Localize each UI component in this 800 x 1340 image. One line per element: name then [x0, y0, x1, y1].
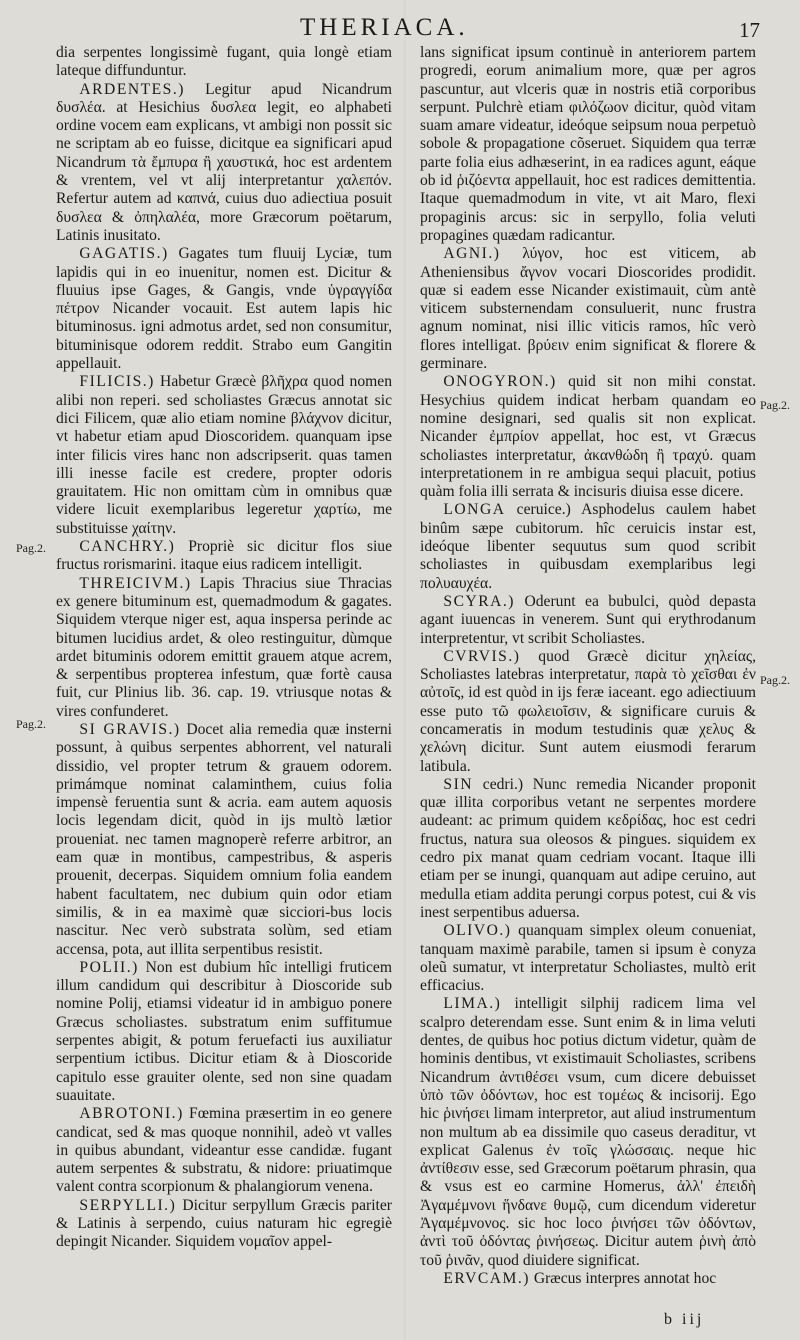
lemma: SCYRA.): [443, 592, 515, 610]
lemma: AGNI.): [443, 245, 501, 263]
paragraph-continuation: dia serpentes longissimè fugant, quia longè etiam lateque diffunduntur.: [56, 44, 392, 80]
lemma: GAGATIS.): [79, 245, 169, 263]
lemma: OLIVO.): [443, 922, 512, 940]
running-title: THERIACA.: [300, 14, 469, 41]
entry-agni: AGNI.) λύγον, hoc est viticem, ab Atheniensibus ἄγνον vocari Dioscorides prodidit. quæ si eadem esse Nicander existimauit, cùm antè viticem substernendam consuluerit, nunc frustra agnum nominat, nisi illic viticis ramos, hîc verò flores intelligat. βρύειν enim significat & florere & germinare.: [420, 245, 756, 373]
lemma: ARDENTES.): [79, 80, 185, 98]
entry-longa: LONGA ceruice.) Asphodelus caulem habet binûm sæpe cubitorum. hîc ceruicis instar est, ideóque libenter sequutus sum quod scribit scholiastes in quibusdam exemplaribus legi πολυαυχέα.: [420, 501, 756, 592]
margin-note-si-gravis: Pag.2.: [16, 717, 46, 731]
margin-note-canchry: Pag.2.: [16, 541, 46, 555]
lemma: CVRVIS.): [443, 647, 521, 665]
paragraph-continuation: lans significat ipsum continuè in anteriorem partem progredi, eorum animalium more, quæ per agros pascuntur, aut vlceris quæ in nostris etiã corporibus serpunt. Pulchrè etiam φιλόζωον dicitur, quòd vitam suam amare videatur, ideóque seipsum noua perpetuò sobole & propagatione cõseruet. Siquidem qua terræ parte folia eius adhæserint, in ea radices agunt, eáque ob id ῥιζόεντα appellauit, hoc est radices demittentia. Itaque quemadmodum in vite, vt ait Maro, flexi propaginis arcus: sic in serpyllo, folia veluti propagines quædam radicantur.: [420, 44, 756, 244]
left-column: [56, 44, 392, 1252]
entry-serpylli: SERPYLLI.) Dicitur serpyllum Græcis pariter & Latinis à serpendo, cuius naturam hic egregiè depingit Nicander. Siquidem νομαῖον appel-: [56, 1196, 392, 1251]
entry-sin-cedri: SIN cedri.) Nunc remedia Nicander proponit quæ illita corporibus vetant ne serpentes mordere audeant: ac primum quidem κεδρίδας, hoc est cedri fructus, natura sua oleosos & pingues. siquidem ex cedro pix manat quam cedriam vocant. Itaque illi etiam per se inungi, quanquam aut adipe ceruino, aut medulla etiam addita perungi corpus potest, cui & vis inest serpentibus aduersa.: [420, 775, 756, 921]
entry-threicium: THREICIVM.) Lapis Thracius siue Thracias ex genere bituminum est, quemadmodum & gagates. Siquidem vterque niger est, aqua inspersa perinde ac bitumen lucidius ardet, & oleo restinguitur, dùmque ardet bituminis odorem emittit grauem atque acrem, & serpentibus propterea infestum, quæ fortè causa fuit, cur Plinius lib. 36. cap. 19. vtriusque notas & vires confunderet.: [56, 574, 392, 720]
lemma: ERVCAM.): [443, 1269, 530, 1287]
right-column: [420, 44, 756, 1288]
lemma: CANCHRY.): [79, 538, 176, 556]
lemma: LIMA.): [443, 995, 502, 1013]
entry-abrotoni: ABROTONI.) Fœmina præsertim in eo genere candicat, sed & mas quoque nonnihil, adeò vt valles in quibus abundant, videantur esse candidæ. fugant autem serpentes & substratu, & nidore: priuatimque valent contra scorpionum & phalangiorum venena.: [56, 1105, 392, 1196]
signature-mark: b iij: [664, 1311, 705, 1328]
lemma: ONOGYRON.): [443, 373, 557, 391]
entry-gagatis: GAGATIS.) Gagates tum fluuij Lyciæ, tum lapidis qui in eo inuenitur, nomen est. Dicitur & fluuius ipse Gages, & Gangis, vnde ὑγραγγίδα πέτρον Nicander vocauit. Est autem lapis hic bituminosus. igni admotus ardet, sed non consumitur, bituminisque odorem reddit. Strabo eum Gangitin appellauit.: [56, 245, 392, 373]
lemma: SI GRAVIS.): [79, 720, 181, 738]
lemma: SERPYLLI.): [79, 1196, 177, 1214]
page-header: [0, 0, 800, 48]
lemma: POLII.): [79, 958, 139, 976]
entry-filicis: FILICIS.) Habetur Græcè βλῆχρα quod nomen alibi non reperi. sed scholiastes Græcus annotat sic dici Filicem, quæ alio etiam nomine βλάχνον dicitur, vt habetur etiam apud Dioscoridem. quanquam ipse inter filicis vires hanc non adscripserit. quas tamen illi inesse facile est credere, propter odoris grauitatem. Hic non omittam cùm in omnibus quæ videre licuit exemplaribus legeretur χαρτίω, me substituisse χαίτην.: [56, 373, 392, 537]
page-gutter: [404, 0, 408, 1340]
entry-onogyron: ONOGYRON.) quid sit non mihi constat. Hesychius quidem indicat herbam quandam eo nomine designari, sed qualis sit non explicat. Nicander ἐμπρίον appellat, hoc est, vt Græcus scholiastes interpretatur, ἀκανθώδη ἢ τραχύ. quam interpretationem in re ambigua sequi placuit, potius quàm folia illi serrata & incisuris diuisa esse dicere.: [420, 373, 756, 501]
entry-erucam: ERVCAM.) Græcus interpres annotat hoc: [443, 1269, 717, 1287]
lemma: LONGA: [443, 501, 506, 519]
entry-lima: LIMA.) intelligit silphij radicem lima vel scalpro deterendam esse. Sunt enim & in lima veluti dentes, de quibus hoc potius dictum videtur, quàm de hominis dentibus, vt existimauit Scholiastes, scribens Nicandrum ἀντιθέσει vsum, cum dicere debuisset ὑπὸ τῶν ὀδόντων, hoc est τομέως & incisorij. Ego hic ῥινήσει limam interpretor, aut aliud instrumentum non multum ab ea dissimile quo caseus deraditur, vt explicat Galenus ἐν τοῖς γλώσσαις. neque hic ἀντίθεσιν esse, sed Græcorum poëtarum phrasin, qua & vsus est eo carmine Homerus, ἀλλ' ἐπειδὴ Ἀγαμέμνονι ἥνδανε θυμῷ, cum dicendum videretur Ἀγαμέμνονος. sic hoc loco ῥινήσει τῶν ὀδόντων, ἀντὶ τοῦ ὀδόντας ῥινήσεως. Dicitur autem ῥινὴ ἀπὸ τοῦ ῥινᾶν, quod diuidere significat.: [420, 995, 756, 1269]
entry-ardentes: ARDENTES.) Legitur apud Nicandrum δυσλέα. at Hesichius δυσλεα legit, eo alphabeti ordine vocem eam explicans, vt ambigi non possit sic ne scriptam ab eo fuisse, dicitque ea significari apud Nicandrum τὰ ἔμπυρα ἢ χαυστικά, hoc est ardentem & vrentem, vel vt alij interpretantur χαλεπόν. Refertur autem ad καπνά, cuius duo adiectiua posuit δυσλεα & ὀπηλαλέα, more Græcorum poëtarum, Latinis inusitato.: [56, 80, 392, 244]
lemma: ABROTONI.): [79, 1105, 184, 1123]
lemma: SIN: [443, 775, 474, 793]
margin-note-onogyron: Pag.2.: [760, 398, 790, 412]
margin-note-curuis: Pag.2.: [760, 673, 790, 687]
page-number: 17: [739, 18, 760, 42]
entry-olivo: OLIVO.) quanquam simplex oleum conueniat, tanquam maximè parabile, tamen si ipsum è conyza oleũ sumatur, vt interpretatur Scholiastes, multò erit efficacius.: [420, 922, 756, 995]
entry-scyra: SCYRA.) Oderunt ea bubulci, quòd depasta agant iuuencas in venerem. Sunt qui erythrodanum interpretentur, vt scribit Scholiastes.: [420, 592, 756, 647]
entry-si-gravis: SI GRAVIS.) Docet alia remedia quæ insterni possunt, à quibus serpentes abhorrent, vel naturali dissidio, vel propter tetrum & grauem odorem. primámque nominat calaminthem, cuius folia impensè feruentia sunt & acria. eam autem aquosis locis legendam dicit, quòd in ijs multò lætior proueniat. nec tamen magnoperè referre arbitror, an eam quæ in montibus, campestribus, & asperis prouenit, decerpas. Siquidem omnium folia eandem habent facultatem, nec dubium quin odor etiam similis, & in ea maximè quæ sicciori-bus locis nascitur. Nec verò substrata solùm, sed etiam accensa, pota, aut illita serpentibus resistit.: [56, 720, 392, 958]
entry-curuis: CVRVIS.) quod Græcè dicitur χηλείας, Scholiastes latebras interpretatur, παρὰ τὸ χεῖσθαι ἐν αὐτοῖς, id est quòd in ijs feræ iaceant. ego adiectiuum esse puto τῶ φωλειοῖσιν, & significare curuis & concameratis in modum testudinis quæ χελυς & χελώνη dicitur. Sunt autem eiusmodi ferarum latibula.: [420, 647, 756, 775]
entry-polii: POLII.) Non est dubium hîc intelligi fruticem illum candidum qui describitur à Dioscoride sub nomine Polij, etiamsi videatur id in ambiguo ponere Græcus scholiastes. substratum enim suffitumue serpentes abigit, & potum feruefacti ius auxiliatur serpentium ictibus. Dicitur etiam & à Dioscoride capitulo esse grauiter olente, sed non sine quadam suauitate.: [56, 958, 392, 1104]
entry-canchry: CANCHRY.) Propriè sic dicitur flos siue fructus rorismarini. itaque eius radicem intelligit.: [56, 538, 392, 574]
lemma: FILICIS.): [79, 373, 155, 391]
lemma: THREICIVM.): [79, 574, 192, 592]
